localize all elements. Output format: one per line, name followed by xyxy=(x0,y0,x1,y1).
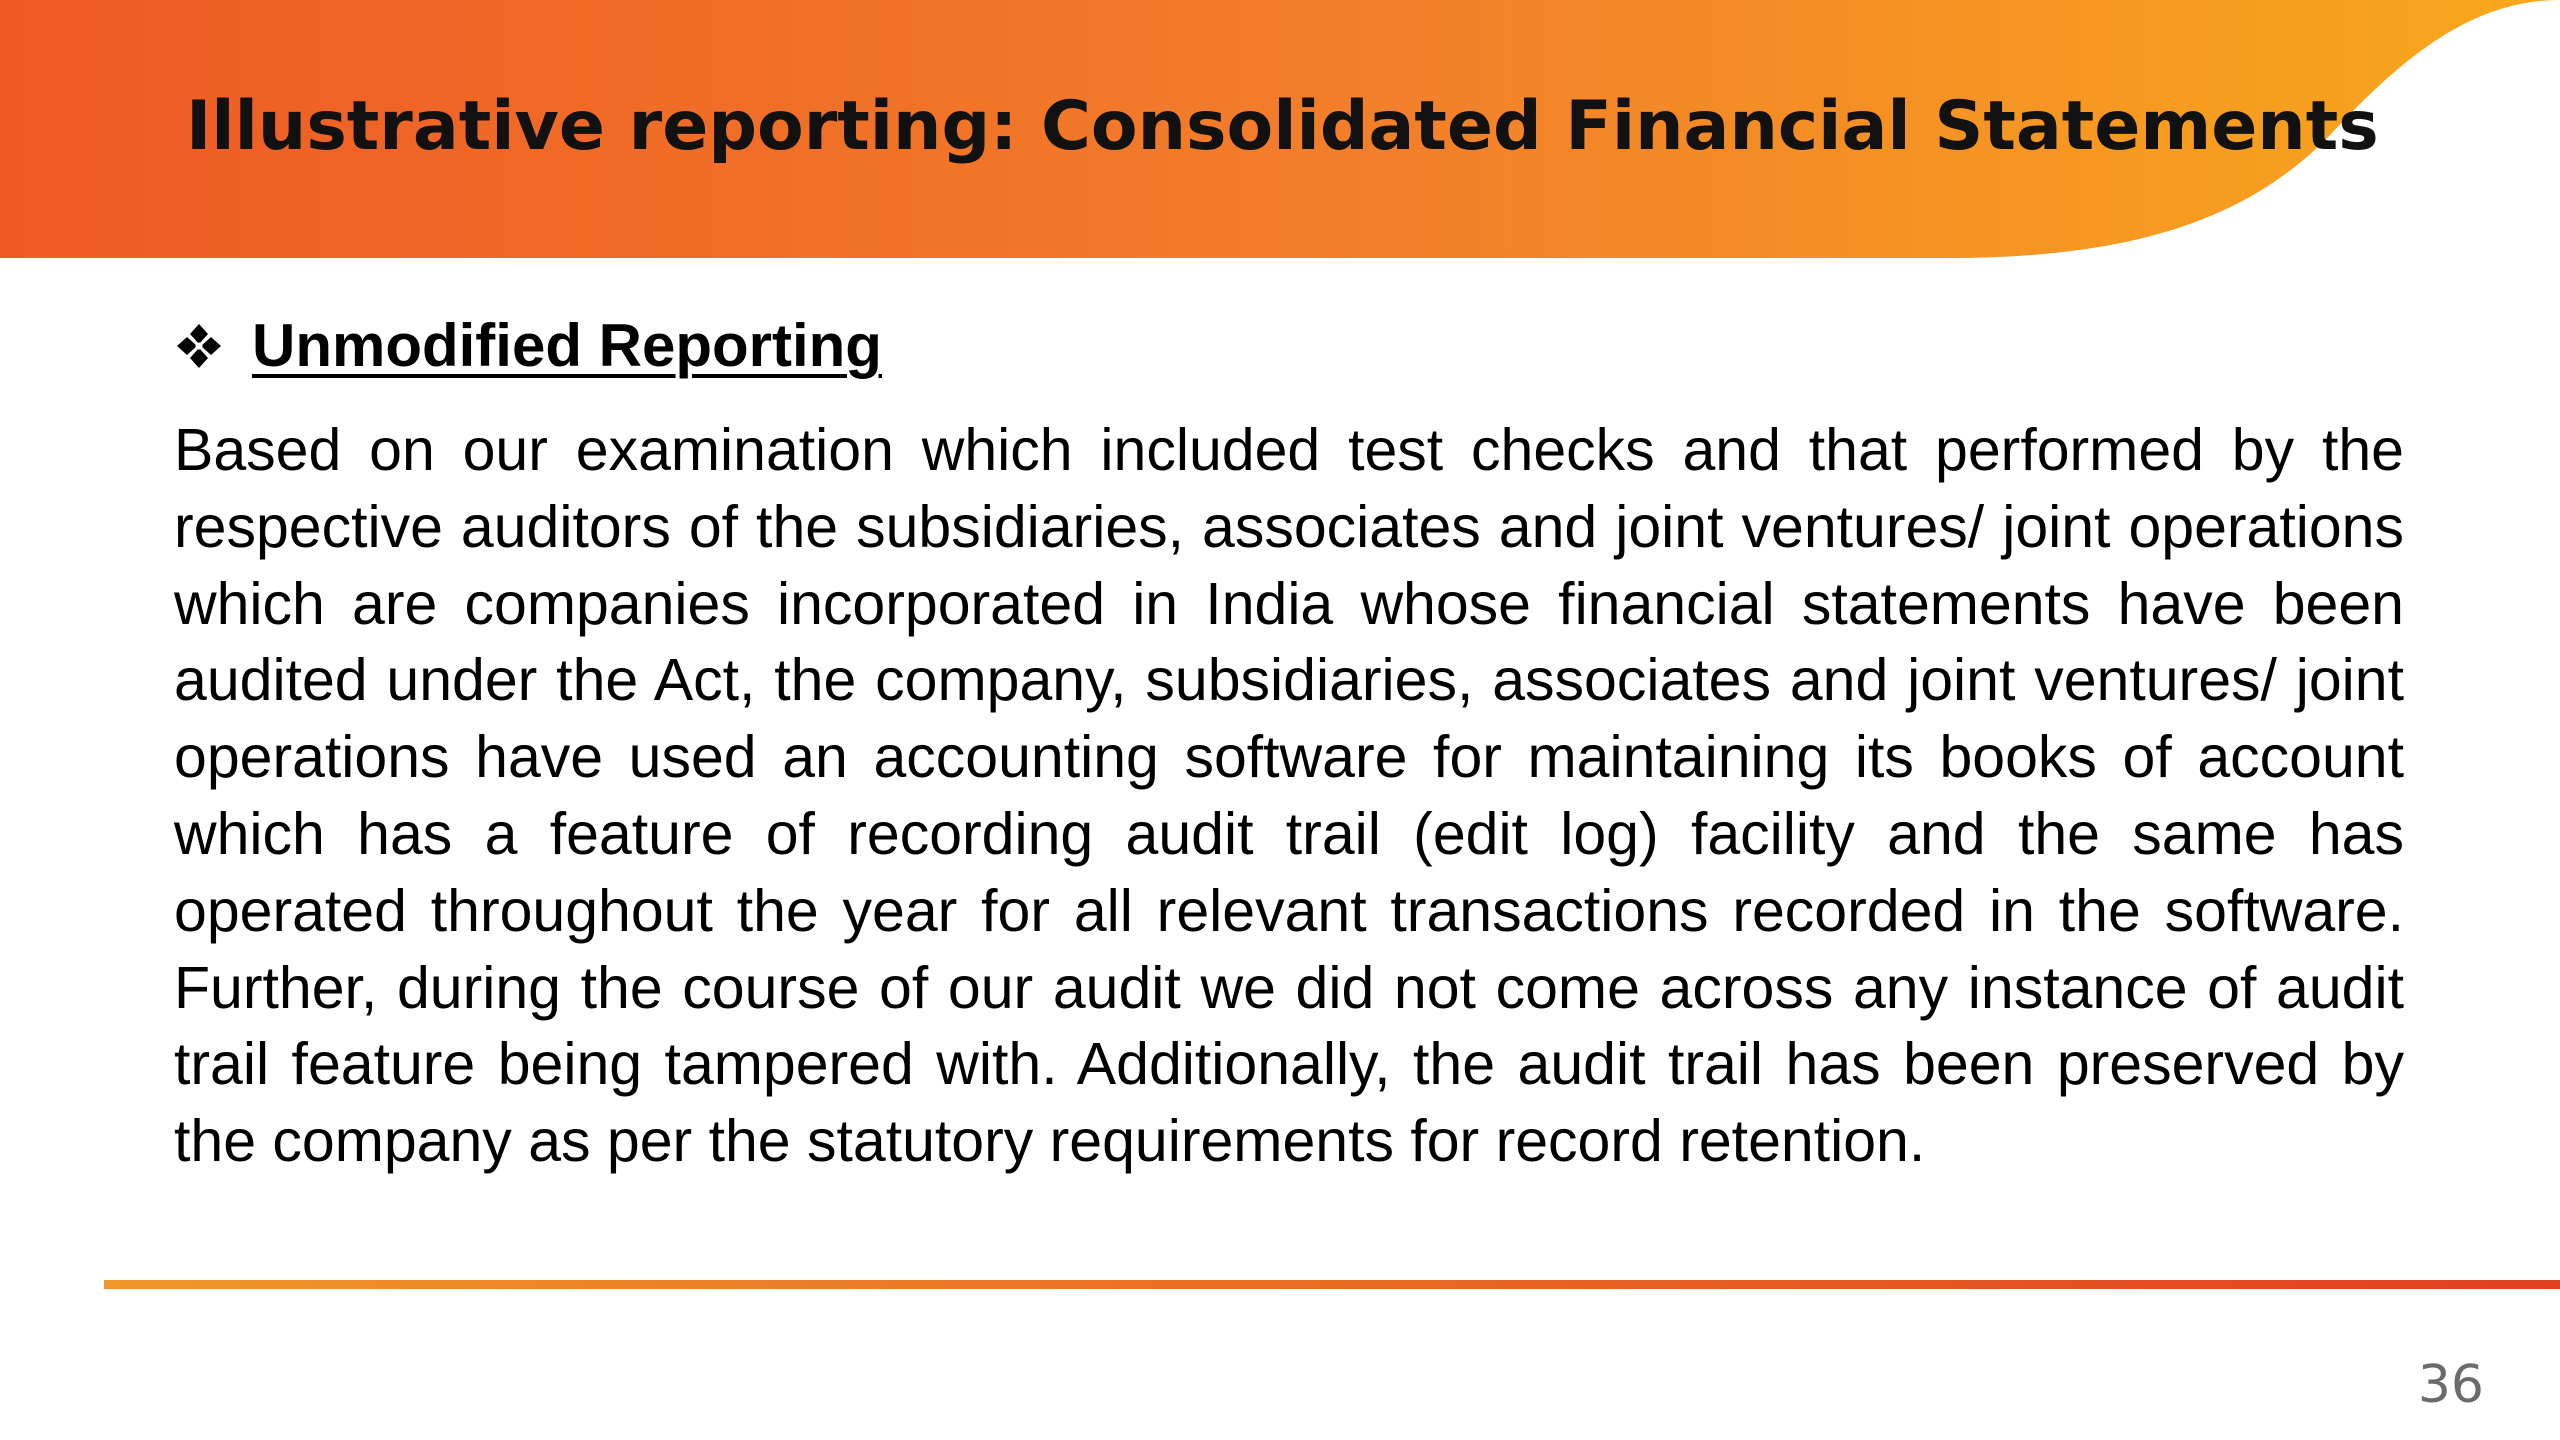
section-heading xyxy=(174,304,882,388)
body-paragraph: Based on our examination which included test checks and that performed by the respective auditors of the subsidiaries, associates and joint ventures/ joint operations which are companies incorporated in India whose financial statements have been audited under the Act, the company, subsidiaries, associates and joint ventures/ joint operations have used an accounting software for maintaining its books of account which has a feature of recording audit trail (edit log) facility and the same has operated throughout the year for all relevant transactions recorded in the software. Further, during the course of our audit we did not come across any instance of audit trail feature being tampered with. Additionally, the audit trail has been preserved by the company as per the statutory requirements for record retention. xyxy=(174,417,2404,1175)
bottom-divider-rule xyxy=(104,1280,2560,1289)
page-number: 36 xyxy=(2417,1355,2484,1415)
four-diamond-bullet-icon xyxy=(174,321,224,371)
slide-title: Illustrative reporting: Consolidated Financial Statements xyxy=(186,87,2379,166)
section-heading-text: Unmodified Reporting xyxy=(252,312,882,379)
